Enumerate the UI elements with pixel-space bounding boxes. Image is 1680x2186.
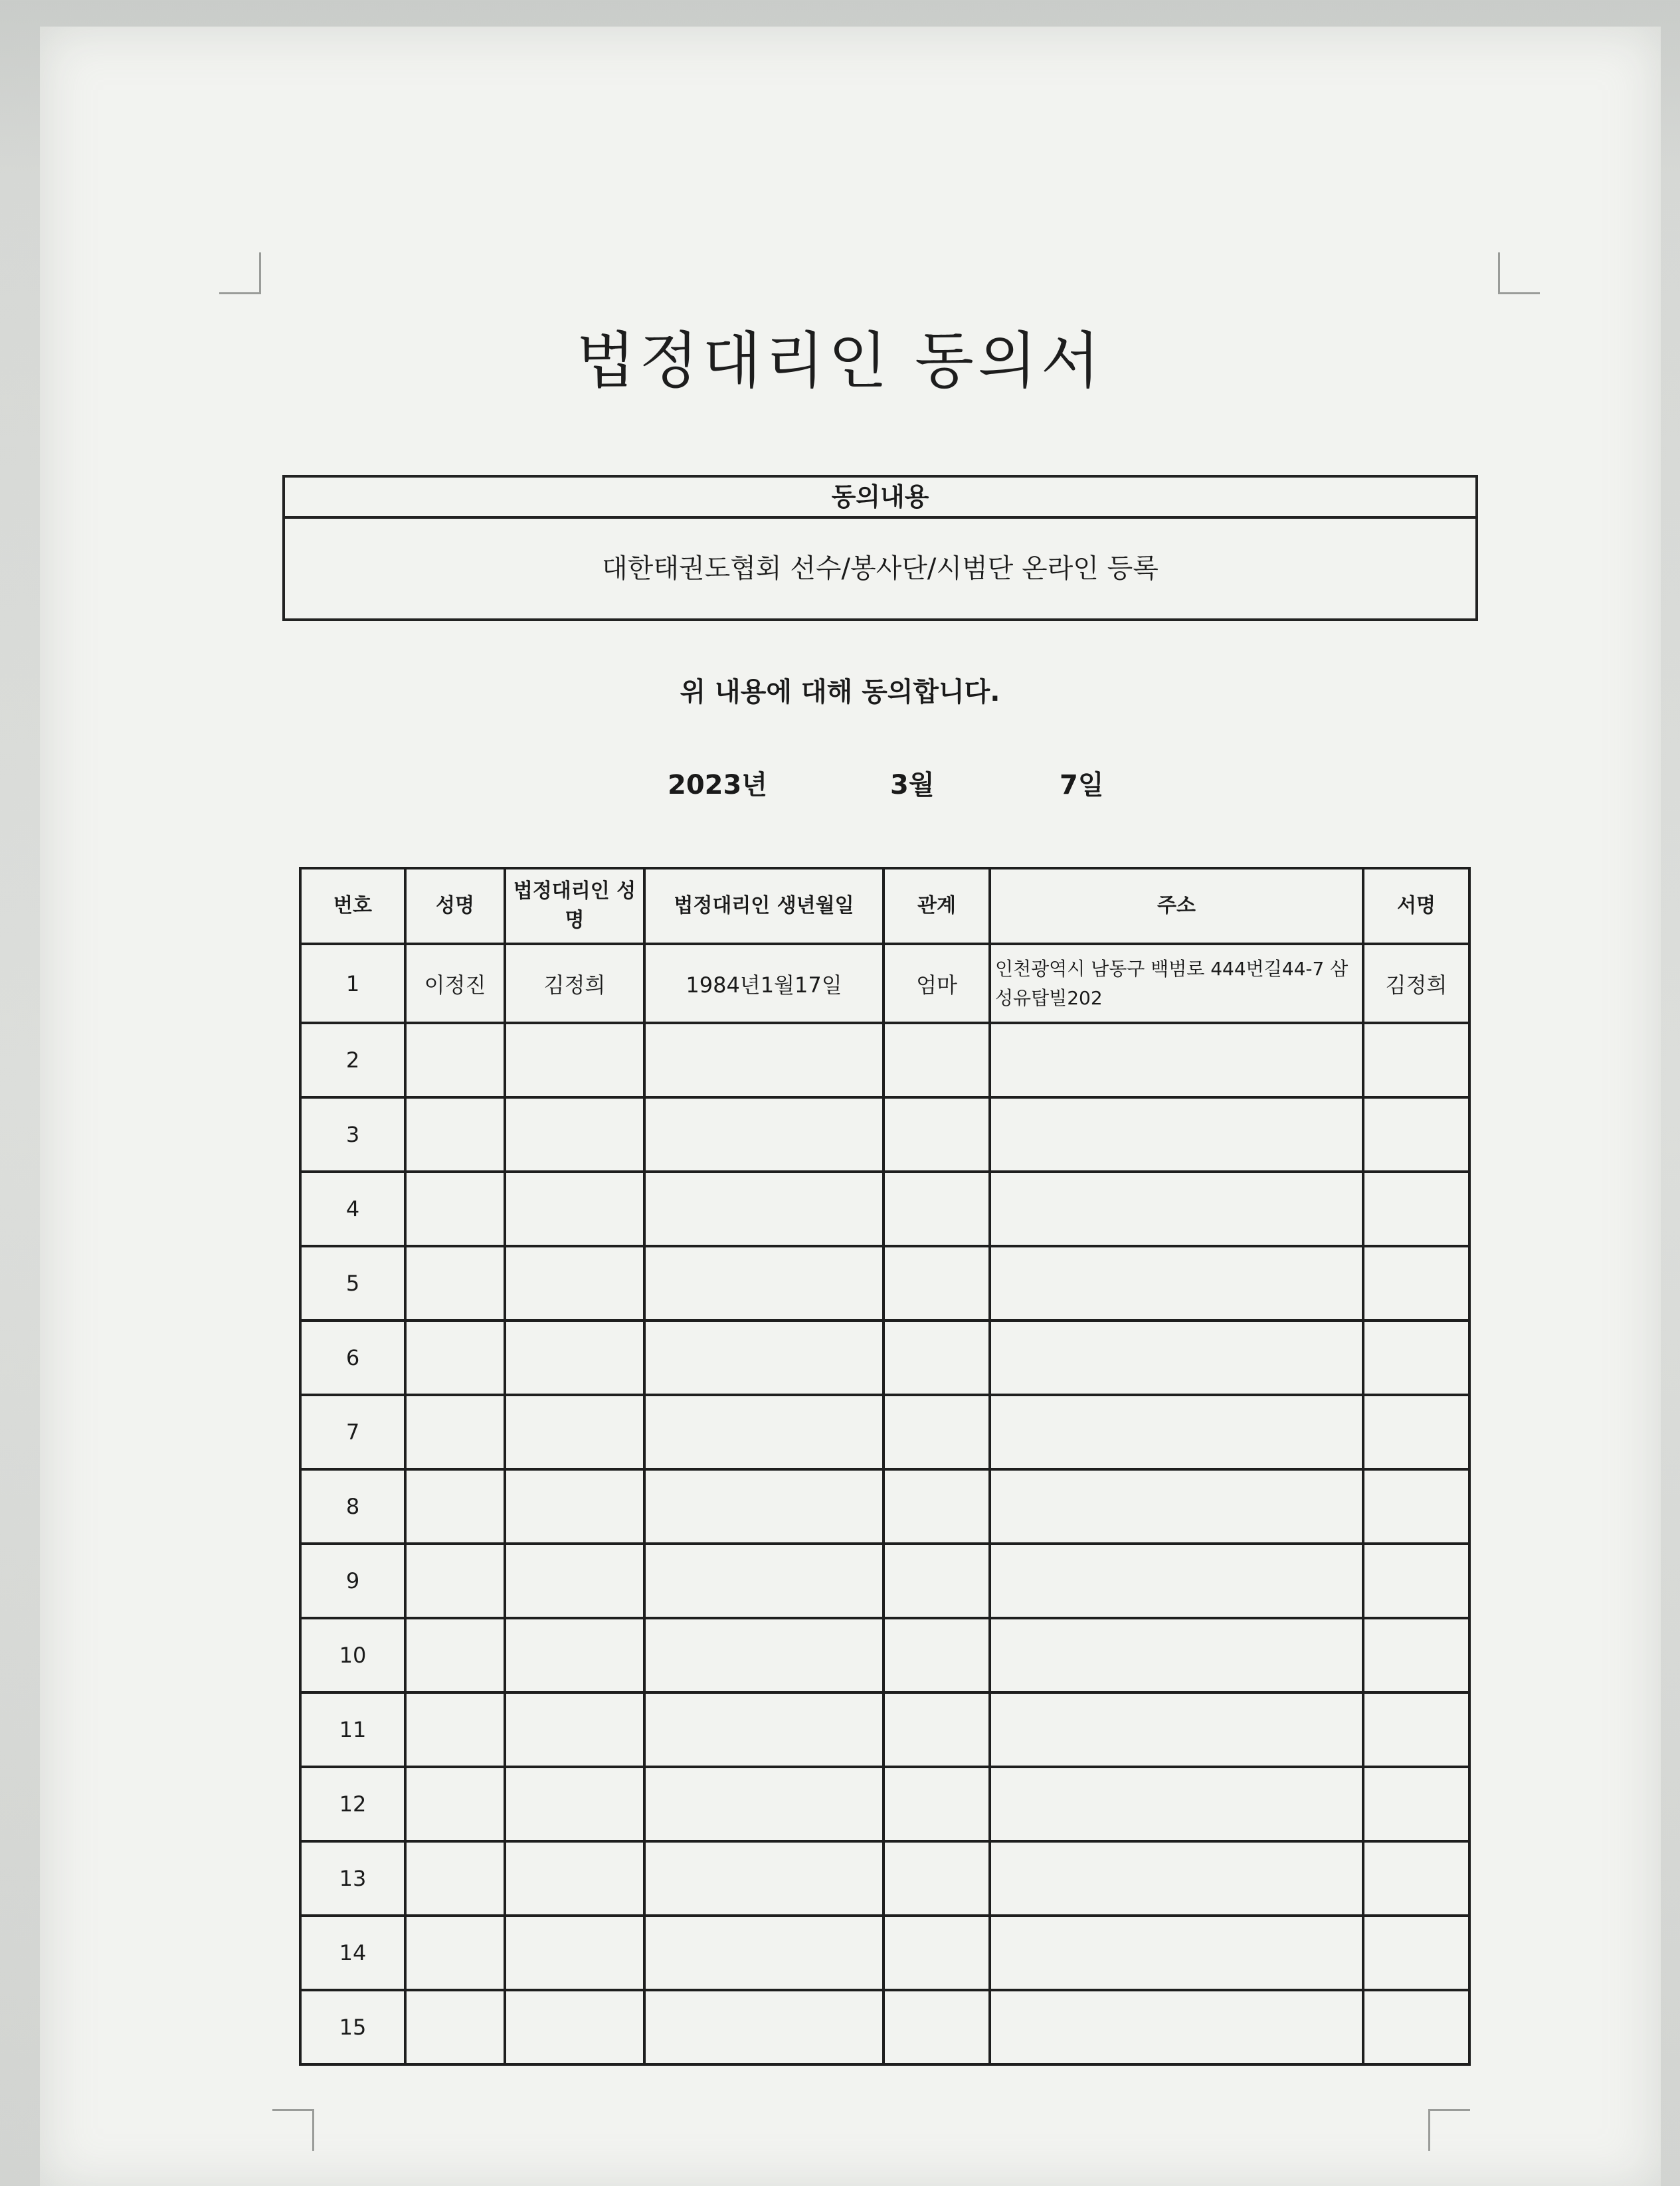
- cell-guardian-name: [505, 1618, 644, 1692]
- table-row: [300, 1916, 1469, 1990]
- table-row: [300, 1172, 1469, 1246]
- cell-no: 3: [300, 1097, 405, 1172]
- table-row: [300, 1321, 1469, 1395]
- cell-guardian-birth: [644, 1469, 884, 1544]
- cell-name: 이정진: [405, 944, 505, 1023]
- cell-address: [990, 1841, 1363, 1916]
- cell-guardian-name: [505, 1023, 644, 1097]
- cell-address: [990, 1618, 1363, 1692]
- cell-no: 9: [300, 1544, 405, 1618]
- cell-address: [990, 1023, 1363, 1097]
- cell-address: [990, 1767, 1363, 1841]
- consent-text: 대한태권도협회 선수/봉사단/시범단 온라인 등록: [602, 553, 1159, 584]
- cell-guardian-name: [505, 1395, 644, 1469]
- cell-guardian-birth: [644, 1618, 884, 1692]
- cell-signature: [1363, 1097, 1469, 1172]
- cell-guardian-birth: 1984년1월17일: [644, 944, 884, 1023]
- cell-signature: [1363, 1916, 1469, 1990]
- header-name: 성명: [405, 868, 505, 944]
- cell-signature: [1363, 1841, 1469, 1916]
- cell-relation: [884, 1767, 990, 1841]
- cell-relation: [884, 1618, 990, 1692]
- cell-relation: [884, 1841, 990, 1916]
- header-signature: 서명: [1363, 868, 1469, 944]
- cell-guardian-birth: [644, 1990, 884, 2064]
- cell-guardian-birth: [644, 1692, 884, 1767]
- cell-no: 7: [300, 1395, 405, 1469]
- cell-guardian-name: [505, 1692, 644, 1767]
- cell-name: [405, 1246, 505, 1321]
- cell-guardian-name: [505, 1246, 644, 1321]
- cell-guardian-birth: [644, 1767, 884, 1841]
- cell-name: [405, 1469, 505, 1544]
- crop-mark-bottom-right: [1428, 2109, 1470, 2151]
- cell-signature: [1363, 1618, 1469, 1692]
- consent-header: 동의내용: [285, 478, 1475, 519]
- cell-address: [990, 1544, 1363, 1618]
- cell-signature: [1363, 1544, 1469, 1618]
- cell-relation: [884, 1692, 990, 1767]
- cell-guardian-name: [505, 1172, 644, 1246]
- cell-relation: [884, 1172, 990, 1246]
- date-year: 2023년: [668, 770, 767, 800]
- table-row: [300, 1395, 1469, 1469]
- cell-no: 2: [300, 1023, 405, 1097]
- cell-signature: [1363, 1469, 1469, 1544]
- table-header-row: [300, 868, 1469, 944]
- cell-no: 4: [300, 1172, 405, 1246]
- cell-name: [405, 1023, 505, 1097]
- cell-name: [405, 1692, 505, 1767]
- table-row: [300, 1767, 1469, 1841]
- cell-guardian-birth: [644, 1097, 884, 1172]
- header-guardian-birth: 법정대리인 생년월일: [644, 868, 884, 944]
- cell-address: [990, 1692, 1363, 1767]
- date-day: 7일: [1060, 770, 1104, 800]
- cell-signature: [1363, 1246, 1469, 1321]
- table-row: [300, 1692, 1469, 1767]
- table-row: [300, 944, 1469, 1023]
- cell-signature: [1363, 1321, 1469, 1395]
- cell-guardian-birth: [644, 1544, 884, 1618]
- cell-relation: [884, 1097, 990, 1172]
- cell-guardian-name: [505, 1767, 644, 1841]
- cell-guardian-name: [505, 1990, 644, 2064]
- cell-relation: [884, 1246, 990, 1321]
- header-no: 번호: [300, 868, 405, 944]
- cell-guardian-birth: [644, 1023, 884, 1097]
- cell-address: [990, 1395, 1363, 1469]
- cell-guardian-birth: [644, 1916, 884, 1990]
- cell-address: [990, 1172, 1363, 1246]
- cell-name: [405, 1618, 505, 1692]
- cell-name: [405, 1321, 505, 1395]
- cell-no: 15: [300, 1990, 405, 2064]
- cell-signature: [1363, 1990, 1469, 2064]
- cell-name: [405, 1767, 505, 1841]
- cell-guardian-birth: [644, 1246, 884, 1321]
- cell-guardian-name: [505, 1097, 644, 1172]
- cell-no: 13: [300, 1841, 405, 1916]
- cell-no: 6: [300, 1321, 405, 1395]
- header-relation: 관계: [884, 868, 990, 944]
- table-row: [300, 1097, 1469, 1172]
- guardian-table: [299, 867, 1471, 2066]
- header-guardian-name: 법정대리인 성명: [505, 868, 644, 944]
- cell-address: [990, 1469, 1363, 1544]
- cell-signature: [1363, 1023, 1469, 1097]
- crop-mark-top-left: [219, 252, 261, 294]
- table-row: [300, 1841, 1469, 1916]
- cell-relation: [884, 1321, 990, 1395]
- cell-no: 11: [300, 1692, 405, 1767]
- cell-relation: [884, 1469, 990, 1544]
- cell-no: 10: [300, 1618, 405, 1692]
- cell-no: 14: [300, 1916, 405, 1990]
- table-row: [300, 1246, 1469, 1321]
- cell-name: [405, 1172, 505, 1246]
- table-row: [300, 1023, 1469, 1097]
- cell-relation: [884, 1916, 990, 1990]
- cell-guardian-name: [505, 1841, 644, 1916]
- cell-relation: [884, 1990, 990, 2064]
- cell-guardian-birth: [644, 1172, 884, 1246]
- cell-name: [405, 1097, 505, 1172]
- table-row: [300, 1990, 1469, 2064]
- crop-mark-bottom-left: [272, 2109, 314, 2151]
- cell-address: [990, 1321, 1363, 1395]
- cell-name: [405, 1990, 505, 2064]
- cell-signature: [1363, 1395, 1469, 1469]
- cell-address: 인천광역시 남동구 백범로 444번길44-7 삼성유탑빌202: [990, 944, 1363, 1023]
- table-row: [300, 1469, 1469, 1544]
- table-row: [300, 1618, 1469, 1692]
- cell-guardian-name: [505, 1544, 644, 1618]
- cell-relation: [884, 1395, 990, 1469]
- cell-guardian-birth: [644, 1841, 884, 1916]
- cell-address: [990, 1916, 1363, 1990]
- header-address: 주소: [990, 868, 1363, 944]
- cell-signature: [1363, 1692, 1469, 1767]
- consent-box: [282, 475, 1478, 621]
- cell-guardian-name: [505, 1469, 644, 1544]
- cell-no: 8: [300, 1469, 405, 1544]
- cell-guardian-birth: [644, 1395, 884, 1469]
- cell-name: [405, 1841, 505, 1916]
- cell-relation: [884, 1023, 990, 1097]
- cell-no: 12: [300, 1767, 405, 1841]
- crop-mark-top-right: [1498, 252, 1540, 294]
- cell-signature: [1363, 1767, 1469, 1841]
- document-title: 법정대리인 동의서: [576, 325, 1104, 397]
- cell-guardian-name: [505, 1321, 644, 1395]
- cell-guardian-name: [505, 1916, 644, 1990]
- cell-name: [405, 1544, 505, 1618]
- cell-no: 1: [300, 944, 405, 1023]
- cell-relation: 엄마: [884, 944, 990, 1023]
- cell-address: [990, 1097, 1363, 1172]
- cell-guardian-name: 김정희: [505, 944, 644, 1023]
- cell-relation: [884, 1544, 990, 1618]
- date-month: 3월: [890, 770, 935, 800]
- cell-address: [990, 1246, 1363, 1321]
- table-row: [300, 1544, 1469, 1618]
- cell-signature: [1363, 1172, 1469, 1246]
- cell-name: [405, 1395, 505, 1469]
- cell-no: 5: [300, 1246, 405, 1321]
- agree-statement: 위 내용에 대해 동의합니다.: [680, 677, 1000, 707]
- cell-guardian-birth: [644, 1321, 884, 1395]
- cell-name: [405, 1916, 505, 1990]
- cell-signature: 김정희: [1363, 944, 1469, 1023]
- cell-address: [990, 1990, 1363, 2064]
